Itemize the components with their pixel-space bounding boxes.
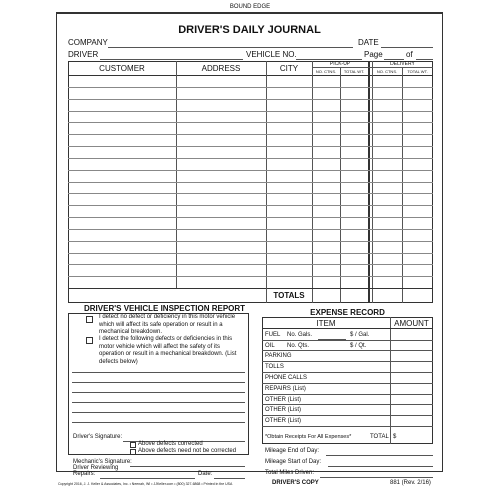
- company-label: COMPANY: [68, 38, 108, 47]
- col-divider-7: [402, 67, 403, 303]
- table-row-line[interactable]: [68, 276, 433, 277]
- table-row-line[interactable]: [68, 146, 433, 147]
- table-row-line[interactable]: [68, 182, 433, 183]
- expense-row-label: PHONE CALLS: [265, 374, 308, 381]
- table-row-line[interactable]: [68, 99, 433, 100]
- totals-divider: [266, 288, 267, 303]
- table-row-line[interactable]: [68, 111, 433, 112]
- repairs-label: Repairs:: [73, 471, 96, 477]
- table-row-line[interactable]: [68, 253, 433, 254]
- table-row-line[interactable]: [68, 193, 433, 194]
- repairs-date-field[interactable]: [214, 478, 245, 479]
- col-address: ADDRESS: [201, 64, 241, 73]
- bound-edge-line: [56, 12, 443, 14]
- oil-price-label: $ / Qt.: [350, 343, 367, 349]
- drivers-signature-label: Driver's Signature:: [73, 434, 123, 440]
- page-field[interactable]: [384, 59, 404, 60]
- defects-text: I detect the following defects or deficiencies in this motor vehicle which will affect the safety of its operation or result in a mechanical breakdown. (List defects below): [99, 336, 237, 365]
- table-row-line[interactable]: [68, 87, 433, 88]
- col-divider-2: [266, 61, 267, 288]
- of-field[interactable]: [416, 59, 433, 60]
- table-row-line[interactable]: [68, 241, 433, 242]
- page-label: Page: [364, 50, 383, 59]
- table-row-line[interactable]: [68, 170, 433, 171]
- vehicle-field[interactable]: [296, 59, 362, 60]
- totals-label: TOTALS: [273, 291, 305, 300]
- expense-row-line[interactable]: [262, 394, 433, 395]
- no-defect-checkbox[interactable]: [86, 316, 93, 323]
- copy-label: DRIVER'S COPY: [272, 480, 319, 486]
- expense-row-label: REPAIRS (List): [265, 385, 306, 392]
- expense-row-line[interactable]: [262, 426, 433, 427]
- fuel-label: FUEL: [265, 332, 281, 338]
- defect-line[interactable]: [72, 412, 245, 413]
- col-pickup-ctns: NO. CTNS.: [315, 69, 337, 74]
- repairs-date-label: Date:: [198, 471, 213, 477]
- pickup-subdivider: [312, 67, 433, 68]
- repairs-field[interactable]: [100, 478, 195, 479]
- defect-line[interactable]: [72, 392, 245, 393]
- col-divider-1: [176, 61, 177, 288]
- expense-row-line[interactable]: [262, 361, 433, 362]
- fuel-gals-label: No. Gals.: [287, 332, 313, 338]
- oil-label: OIL: [265, 343, 275, 349]
- expense-row-label: TOLLS: [265, 364, 284, 371]
- expense-row-label: OTHER (List): [265, 396, 301, 403]
- table-row-line[interactable]: [68, 264, 433, 265]
- defect-line[interactable]: [72, 372, 245, 373]
- defects-corrected-label: Above defects corrected: [138, 441, 203, 447]
- fuel-price-label: $ / Gal.: [350, 332, 370, 338]
- expense-header-divider: [262, 328, 433, 329]
- mechanics-signature-field[interactable]: [130, 466, 245, 467]
- expense-row-label: PARKING: [265, 353, 292, 360]
- no-defect-text: I detect no defect or deficiency in this motor vehicle which will affect its safe operation or result in a mechanical breakdown.: [99, 314, 236, 335]
- expense-title: EXPENSE RECORD: [310, 308, 385, 317]
- form-number: 881 (Rev. 2/16): [390, 480, 431, 486]
- table-row-line[interactable]: [68, 229, 433, 230]
- expense-row-line[interactable]: [262, 383, 433, 384]
- col-delivery-wt: TOTAL WT.: [407, 69, 428, 74]
- defect-line[interactable]: [72, 382, 245, 383]
- copyright-text: Copyright 2016, J. J. Keller & Associates, Inc. • Neenah, WI • JJKeller.com • (800) 327-6868 • Printed in the USA: [58, 482, 233, 486]
- table-row-line[interactable]: [68, 217, 433, 218]
- defects-checkbox[interactable]: [86, 337, 93, 344]
- expense-row-line: [262, 350, 433, 351]
- vehicle-label: VEHICLE NO.: [246, 50, 297, 59]
- table-row-line[interactable]: [68, 205, 433, 206]
- expense-row-line[interactable]: [262, 415, 433, 416]
- col-pickup: PICK-UP: [329, 61, 351, 67]
- oil-qts-label: No. Qts.: [287, 343, 310, 349]
- total-miles-label: Total Miles Driven:: [265, 470, 315, 476]
- table-row-line[interactable]: [68, 158, 433, 159]
- defects-not-corrected-checkbox[interactable]: [130, 449, 136, 455]
- driver-label: DRIVER: [68, 50, 99, 59]
- expense-item-header: ITEM: [316, 319, 336, 328]
- of-label: of: [406, 50, 413, 59]
- table-row-line[interactable]: [68, 134, 433, 135]
- mileage-start-field[interactable]: [328, 466, 433, 467]
- expense-row-line[interactable]: [262, 372, 433, 373]
- expense-amount-header: AMOUNT: [394, 319, 429, 328]
- mechanics-signature-label: Mechanic's Signature:: [73, 459, 132, 465]
- expense-row-label: OTHER (List): [265, 407, 301, 414]
- col-delivery-ctns: NO. CTNS.: [376, 69, 398, 74]
- col-delivery: DELIVERY: [390, 61, 415, 67]
- driver-reviewing-label: Driver Reviewing: [73, 465, 119, 471]
- col-pickup-wt: TOTAL WT.: [343, 69, 365, 74]
- company-field[interactable]: [108, 47, 353, 48]
- form-title: DRIVER'S DAILY JOURNAL: [178, 24, 321, 36]
- driver-field[interactable]: [100, 59, 243, 60]
- col-customer: CUSTOMER: [99, 64, 145, 73]
- expense-row-line[interactable]: [262, 404, 433, 405]
- receipts-note: *Obtain Receipts For All Expenses*: [265, 434, 352, 440]
- mileage-start-label: Mileage Start of Day:: [265, 459, 322, 465]
- expense-row-line: [262, 340, 433, 341]
- expense-row-label: OTHER (List): [265, 418, 301, 425]
- date-field[interactable]: [381, 47, 433, 48]
- expense-total-label: TOTAL: [370, 434, 389, 440]
- date-label: DATE: [358, 38, 379, 47]
- table-header-divider: [68, 75, 433, 76]
- table-row-line[interactable]: [68, 122, 433, 123]
- bound-edge-label: BOUND EDGE: [229, 4, 271, 10]
- defects-not-corrected-label: Above defects need not be corrected: [138, 448, 237, 454]
- col-city: CITY: [279, 64, 299, 73]
- mileage-end-label: Mileage End of Day:: [265, 448, 320, 454]
- expense-total-dollar: $: [393, 434, 397, 440]
- defect-line[interactable]: [72, 402, 245, 403]
- col-divider-4: [340, 67, 341, 303]
- mileage-end-field[interactable]: [326, 455, 433, 456]
- totals-row-top: [68, 288, 433, 289]
- total-miles-field[interactable]: [320, 477, 433, 478]
- defects-corrected-checkbox[interactable]: [130, 442, 136, 448]
- inspection-title: DRIVER'S VEHICLE INSPECTION REPORT: [84, 304, 246, 313]
- defect-line[interactable]: [72, 422, 245, 423]
